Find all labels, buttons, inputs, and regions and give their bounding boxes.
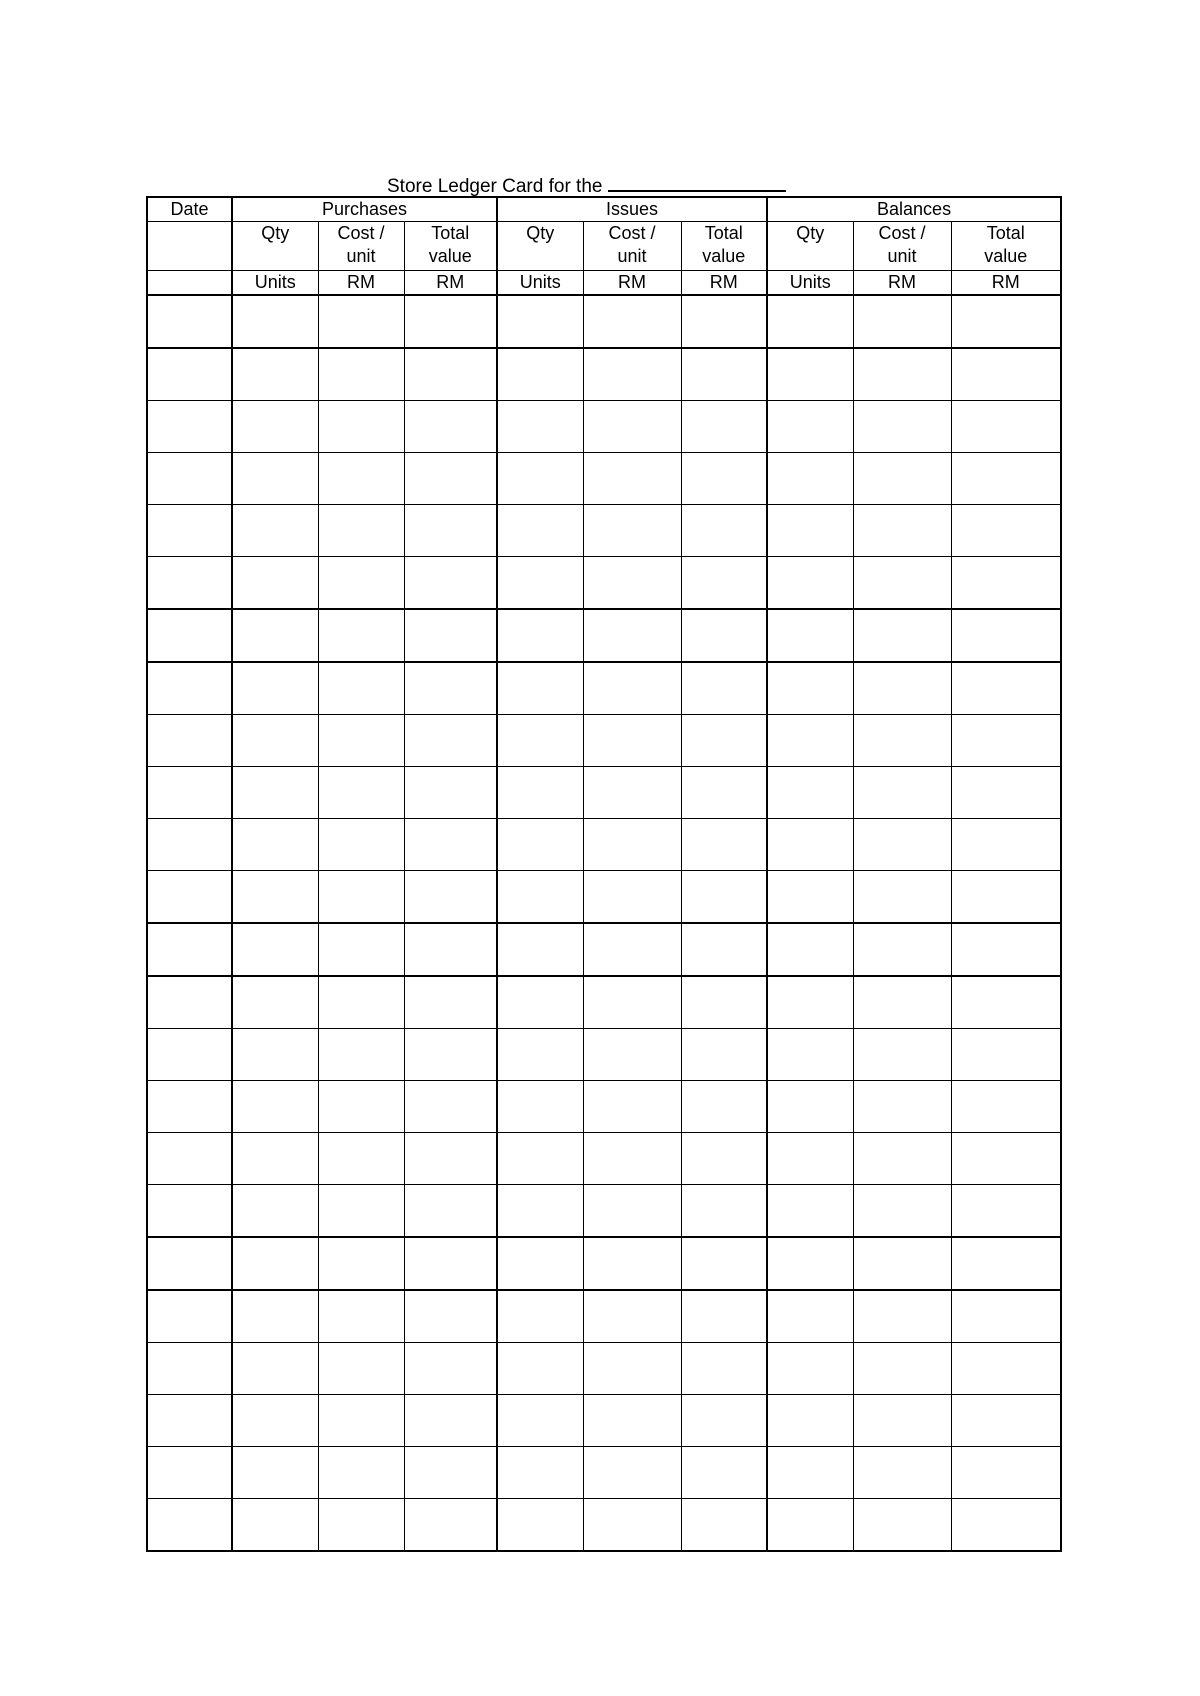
- issues-cost-unit-cell[interactable]: [583, 715, 681, 767]
- issues-cost-unit-cell[interactable]: [583, 1133, 681, 1185]
- issues-qty-cell[interactable]: [497, 401, 583, 453]
- date-cell[interactable]: [147, 1499, 232, 1552]
- table-row: [147, 1133, 1061, 1185]
- balances-qty-cell[interactable]: [767, 767, 853, 819]
- issues-qty-cell[interactable]: [497, 1133, 583, 1185]
- table-row: [147, 348, 1061, 401]
- date-cell[interactable]: [147, 505, 232, 557]
- date-cell[interactable]: [147, 871, 232, 924]
- issues-qty-cell[interactable]: [497, 1447, 583, 1499]
- purchases-total-value-cell[interactable]: [404, 1447, 497, 1499]
- purchases-total-value-cell[interactable]: [404, 767, 497, 819]
- balances-total-value-cell[interactable]: [951, 1499, 1061, 1552]
- issues-qty-unit: Units: [497, 271, 583, 296]
- purchases-qty-cell[interactable]: [232, 1185, 318, 1238]
- purchases-cost-unit-cell[interactable]: [318, 1081, 404, 1133]
- issues-total-value-cell[interactable]: [681, 871, 767, 924]
- table-row: [147, 976, 1061, 1029]
- purchases-total-value-cell[interactable]: [404, 557, 497, 610]
- purchases-total-value-cell[interactable]: [404, 1290, 497, 1343]
- table-row: [147, 662, 1061, 715]
- table-row: [147, 1395, 1061, 1447]
- purchases-cost-unit-cell[interactable]: [318, 871, 404, 924]
- table-row: [147, 1343, 1061, 1395]
- balances-total-value-cell[interactable]: [951, 609, 1061, 662]
- balances-total-value-cell[interactable]: [951, 1133, 1061, 1185]
- balances-qty-cell[interactable]: [767, 1499, 853, 1552]
- balances-total-value-cell[interactable]: [951, 819, 1061, 871]
- balances-cost-unit-header: Cost / unit: [853, 222, 951, 271]
- balances-qty-cell[interactable]: [767, 871, 853, 924]
- balances-qty-header: Qty: [767, 222, 853, 271]
- purchases-total-value-cell[interactable]: [404, 609, 497, 662]
- balances-cost-unit-cell[interactable]: [853, 1395, 951, 1447]
- date-cell[interactable]: [147, 1185, 232, 1238]
- balances-qty-cell[interactable]: [767, 1081, 853, 1133]
- balances-cost-unit-cell[interactable]: [853, 1343, 951, 1395]
- issues-total-value-cell[interactable]: [681, 505, 767, 557]
- issues-header: Issues: [497, 197, 767, 222]
- table-row: [147, 401, 1061, 453]
- balances-qty-cell[interactable]: [767, 609, 853, 662]
- issues-cost-unit-cell[interactable]: [583, 348, 681, 401]
- issues-cost-unit-cell[interactable]: [583, 871, 681, 924]
- issues-cost-unit-cell[interactable]: [583, 1029, 681, 1081]
- balances-cost-unit: RM: [853, 271, 951, 296]
- balances-qty-cell[interactable]: [767, 1290, 853, 1343]
- balances-cost-unit-cell[interactable]: [853, 401, 951, 453]
- purchases-qty-cell[interactable]: [232, 1029, 318, 1081]
- issues-cost-unit-cell[interactable]: [583, 819, 681, 871]
- issues-cost-unit-cell[interactable]: [583, 767, 681, 819]
- table-row: [147, 1290, 1061, 1343]
- issues-total-value-cell[interactable]: [681, 1081, 767, 1133]
- balances-cost-unit-cell[interactable]: [853, 923, 951, 976]
- title-blank-line[interactable]: [608, 172, 786, 192]
- issues-cost-unit-cell[interactable]: [583, 1081, 681, 1133]
- table-row: [147, 505, 1061, 557]
- balances-total-value-cell[interactable]: [951, 662, 1061, 715]
- balances-qty-cell[interactable]: [767, 662, 853, 715]
- purchases-qty-cell[interactable]: [232, 505, 318, 557]
- balances-cost-unit-cell[interactable]: [853, 767, 951, 819]
- date-cell[interactable]: [147, 401, 232, 453]
- balances-cost-unit-cell[interactable]: [853, 976, 951, 1029]
- purchases-total-value-cell[interactable]: [404, 505, 497, 557]
- issues-total-value-cell[interactable]: [681, 1185, 767, 1238]
- purchases-total-value-cell[interactable]: [404, 819, 497, 871]
- balances-total-value-cell[interactable]: [951, 1395, 1061, 1447]
- table-row: [147, 1499, 1061, 1552]
- balances-total-value-cell[interactable]: [951, 453, 1061, 505]
- issues-qty-cell[interactable]: [497, 1029, 583, 1081]
- balances-cost-unit-cell[interactable]: [853, 662, 951, 715]
- issues-total-value-cell[interactable]: [681, 819, 767, 871]
- ledger-body: [147, 295, 1061, 1551]
- purchases-total-value-cell[interactable]: [404, 1133, 497, 1185]
- balances-qty-cell[interactable]: [767, 923, 853, 976]
- purchases-qty-cell[interactable]: [232, 1395, 318, 1447]
- issues-qty-cell[interactable]: [497, 1343, 583, 1395]
- balances-qty-cell[interactable]: [767, 1237, 853, 1290]
- balances-cost-unit-cell[interactable]: [853, 1290, 951, 1343]
- issues-total-value-cell[interactable]: [681, 1395, 767, 1447]
- issues-qty-cell[interactable]: [497, 662, 583, 715]
- balances-cost-unit-cell[interactable]: [853, 557, 951, 610]
- purchases-cost-unit-cell[interactable]: [318, 923, 404, 976]
- balances-cost-unit-cell[interactable]: [853, 1185, 951, 1238]
- issues-total-value-cell[interactable]: [681, 767, 767, 819]
- balances-qty-cell[interactable]: [767, 1185, 853, 1238]
- purchases-qty-cell[interactable]: [232, 923, 318, 976]
- purchases-qty-cell[interactable]: [232, 1290, 318, 1343]
- purchases-cost-unit-cell[interactable]: [318, 453, 404, 505]
- balances-total-value-cell[interactable]: [951, 1447, 1061, 1499]
- issues-qty-cell[interactable]: [497, 976, 583, 1029]
- balances-cost-unit-cell[interactable]: [853, 871, 951, 924]
- purchases-qty-cell[interactable]: [232, 1447, 318, 1499]
- purchases-qty-cell[interactable]: [232, 453, 318, 505]
- issues-cost-unit-cell[interactable]: [583, 1185, 681, 1238]
- balances-cost-unit-cell[interactable]: [853, 1237, 951, 1290]
- issues-cost-unit-cell[interactable]: [583, 295, 681, 348]
- issues-cost-unit-cell[interactable]: [583, 1395, 681, 1447]
- purchases-total-value-header: Total value: [404, 222, 497, 271]
- balances-cost-unit-cell[interactable]: [853, 819, 951, 871]
- table-row: [147, 557, 1061, 610]
- issues-total-value-cell[interactable]: [681, 401, 767, 453]
- purchases-qty-cell[interactable]: [232, 1343, 318, 1395]
- balances-cost-unit-cell[interactable]: [853, 715, 951, 767]
- purchases-cost-unit-cell[interactable]: [318, 295, 404, 348]
- issues-qty-cell[interactable]: [497, 1290, 583, 1343]
- table-row: [147, 1447, 1061, 1499]
- balances-cost-unit-cell[interactable]: [853, 1133, 951, 1185]
- issues-qty-cell[interactable]: [497, 819, 583, 871]
- purchases-qty-cell[interactable]: [232, 662, 318, 715]
- issues-qty-header: Qty: [497, 222, 583, 271]
- balances-qty-cell[interactable]: [767, 401, 853, 453]
- balances-qty-cell[interactable]: [767, 715, 853, 767]
- purchases-qty-cell[interactable]: [232, 767, 318, 819]
- balances-cost-unit-cell[interactable]: [853, 1029, 951, 1081]
- table-row: [147, 1029, 1061, 1081]
- balances-cost-unit-cell[interactable]: [853, 1081, 951, 1133]
- issues-total-value-cell[interactable]: [681, 1237, 767, 1290]
- issues-cost-unit-cell[interactable]: [583, 976, 681, 1029]
- issues-cost-unit-cell[interactable]: [583, 557, 681, 610]
- date-cell[interactable]: [147, 1133, 232, 1185]
- date-cell[interactable]: [147, 715, 232, 767]
- balances-cost-unit-cell[interactable]: [853, 609, 951, 662]
- purchases-qty-cell[interactable]: [232, 976, 318, 1029]
- balances-total-value-cell[interactable]: [951, 1185, 1061, 1238]
- purchases-cost-unit-cell[interactable]: [318, 1185, 404, 1238]
- balances-total-value-cell[interactable]: [951, 923, 1061, 976]
- balances-qty-cell[interactable]: [767, 1133, 853, 1185]
- balances-cost-unit-cell[interactable]: [853, 505, 951, 557]
- table-row: [147, 1081, 1061, 1133]
- balances-cost-unit-cell[interactable]: [853, 348, 951, 401]
- issues-qty-cell[interactable]: [497, 453, 583, 505]
- balances-qty-cell[interactable]: [767, 1029, 853, 1081]
- purchases-cost-unit-cell[interactable]: [318, 976, 404, 1029]
- issues-total-value-cell[interactable]: [681, 662, 767, 715]
- date-header: Date: [147, 197, 232, 222]
- date-cell[interactable]: [147, 1029, 232, 1081]
- date-subheader-empty: [147, 222, 232, 271]
- purchases-qty-header: Qty: [232, 222, 318, 271]
- purchases-cost-unit-cell[interactable]: [318, 819, 404, 871]
- purchases-cost-unit-cell[interactable]: [318, 557, 404, 610]
- issues-qty-cell[interactable]: [497, 1237, 583, 1290]
- purchases-cost-unit-cell[interactable]: [318, 1395, 404, 1447]
- purchases-total-value-cell[interactable]: [404, 662, 497, 715]
- date-cell[interactable]: [147, 1447, 232, 1499]
- issues-cost-unit: RM: [583, 271, 681, 296]
- table-row: [147, 295, 1061, 348]
- issues-cost-unit-cell[interactable]: [583, 1343, 681, 1395]
- issues-qty-cell[interactable]: [497, 1081, 583, 1133]
- balances-qty-cell[interactable]: [767, 1343, 853, 1395]
- issues-qty-cell[interactable]: [497, 1395, 583, 1447]
- issues-qty-cell[interactable]: [497, 505, 583, 557]
- purchases-qty-cell[interactable]: [232, 401, 318, 453]
- issues-qty-cell[interactable]: [497, 767, 583, 819]
- issues-cost-unit-cell[interactable]: [583, 609, 681, 662]
- balances-cost-unit-cell[interactable]: [853, 1499, 951, 1552]
- issues-total-value-cell[interactable]: [681, 557, 767, 610]
- purchases-cost-unit-cell[interactable]: [318, 767, 404, 819]
- issues-qty-cell[interactable]: [497, 1185, 583, 1238]
- purchases-total-value-cell[interactable]: [404, 1081, 497, 1133]
- date-cell[interactable]: [147, 295, 232, 348]
- issues-cost-unit-cell[interactable]: [583, 1499, 681, 1552]
- balances-total-value-cell[interactable]: [951, 348, 1061, 401]
- issues-cost-unit-cell[interactable]: [583, 1447, 681, 1499]
- issues-total-value-cell[interactable]: [681, 1290, 767, 1343]
- purchases-qty-cell[interactable]: [232, 1081, 318, 1133]
- purchases-cost-unit-cell[interactable]: [318, 715, 404, 767]
- balances-qty-cell[interactable]: [767, 1447, 853, 1499]
- issues-cost-unit-header: Cost / unit: [583, 222, 681, 271]
- issues-cost-unit-cell[interactable]: [583, 401, 681, 453]
- balances-total-value-cell[interactable]: [951, 1237, 1061, 1290]
- purchases-cost-unit-cell[interactable]: [318, 1447, 404, 1499]
- issues-total-value-cell[interactable]: [681, 976, 767, 1029]
- issues-total-value-cell[interactable]: [681, 609, 767, 662]
- date-cell[interactable]: [147, 1290, 232, 1343]
- purchases-qty-cell[interactable]: [232, 557, 318, 610]
- balances-qty-cell[interactable]: [767, 295, 853, 348]
- purchases-total-value-cell[interactable]: [404, 1237, 497, 1290]
- balances-cost-unit-cell[interactable]: [853, 1447, 951, 1499]
- balances-total-value-cell[interactable]: [951, 1081, 1061, 1133]
- purchases-cost-unit-header: Cost / unit: [318, 222, 404, 271]
- purchases-total-value-cell[interactable]: [404, 1395, 497, 1447]
- page-title: Store Ledger Card for the: [387, 172, 786, 198]
- date-cell[interactable]: [147, 767, 232, 819]
- issues-total-value-cell[interactable]: [681, 1343, 767, 1395]
- purchases-total-value-cell[interactable]: [404, 923, 497, 976]
- balances-total-value-cell[interactable]: [951, 557, 1061, 610]
- date-cell[interactable]: [147, 609, 232, 662]
- purchases-cost-unit-cell[interactable]: [318, 1290, 404, 1343]
- store-ledger-table: [146, 196, 1062, 1552]
- purchases-qty-cell[interactable]: [232, 609, 318, 662]
- purchases-total-value-cell[interactable]: [404, 453, 497, 505]
- issues-total-unit: RM: [681, 271, 767, 296]
- purchases-total-value-cell[interactable]: [404, 1343, 497, 1395]
- balances-qty-cell[interactable]: [767, 1395, 853, 1447]
- purchases-qty-cell[interactable]: [232, 819, 318, 871]
- balances-cost-unit-cell[interactable]: [853, 295, 951, 348]
- balances-total-value-cell[interactable]: [951, 767, 1061, 819]
- balances-qty-cell[interactable]: [767, 819, 853, 871]
- issues-qty-cell[interactable]: [497, 715, 583, 767]
- issues-total-value-cell[interactable]: [681, 1029, 767, 1081]
- issues-cost-unit-cell[interactable]: [583, 1290, 681, 1343]
- date-cell[interactable]: [147, 1081, 232, 1133]
- date-cell[interactable]: [147, 819, 232, 871]
- issues-cost-unit-cell[interactable]: [583, 505, 681, 557]
- issues-qty-cell[interactable]: [497, 871, 583, 924]
- purchases-total-value-cell[interactable]: [404, 1029, 497, 1081]
- table-row: [147, 871, 1061, 924]
- purchases-qty-cell[interactable]: [232, 1133, 318, 1185]
- issues-total-value-cell[interactable]: [681, 1499, 767, 1552]
- purchases-cost-unit-cell[interactable]: [318, 348, 404, 401]
- purchases-cost-unit-cell[interactable]: [318, 401, 404, 453]
- date-cell[interactable]: [147, 1343, 232, 1395]
- purchases-cost-unit-cell[interactable]: [318, 1133, 404, 1185]
- table-row: [147, 453, 1061, 505]
- purchases-total-unit: RM: [404, 271, 497, 296]
- purchases-header: Purchases: [232, 197, 497, 222]
- issues-qty-cell[interactable]: [497, 923, 583, 976]
- issues-cost-unit-cell[interactable]: [583, 923, 681, 976]
- purchases-qty-cell[interactable]: [232, 715, 318, 767]
- purchases-cost-unit: RM: [318, 271, 404, 296]
- issues-total-value-header: Total value: [681, 222, 767, 271]
- balances-qty-cell[interactable]: [767, 348, 853, 401]
- issues-qty-cell[interactable]: [497, 557, 583, 610]
- table-row: [147, 923, 1061, 976]
- issues-cost-unit-cell[interactable]: [583, 662, 681, 715]
- purchases-total-value-cell[interactable]: [404, 715, 497, 767]
- purchases-total-value-cell[interactable]: [404, 1185, 497, 1238]
- issues-cost-unit-cell[interactable]: [583, 453, 681, 505]
- issues-total-value-cell[interactable]: [681, 1447, 767, 1499]
- purchases-total-value-cell[interactable]: [404, 1499, 497, 1552]
- balances-qty-unit: Units: [767, 271, 853, 296]
- balances-total-value-cell[interactable]: [951, 401, 1061, 453]
- date-cell[interactable]: [147, 453, 232, 505]
- purchases-cost-unit-cell[interactable]: [318, 609, 404, 662]
- table-row: [147, 609, 1061, 662]
- purchases-cost-unit-cell[interactable]: [318, 1237, 404, 1290]
- balances-qty-cell[interactable]: [767, 557, 853, 610]
- purchases-qty-cell[interactable]: [232, 871, 318, 924]
- balances-total-value-header: Total value: [951, 222, 1061, 271]
- table-row: [147, 767, 1061, 819]
- balances-total-value-cell[interactable]: [951, 871, 1061, 924]
- balances-header: Balances: [767, 197, 1061, 222]
- issues-qty-cell[interactable]: [497, 295, 583, 348]
- issues-qty-cell[interactable]: [497, 1499, 583, 1552]
- issues-cost-unit-cell[interactable]: [583, 1237, 681, 1290]
- date-cell[interactable]: [147, 976, 232, 1029]
- purchases-total-value-cell[interactable]: [404, 871, 497, 924]
- purchases-total-value-cell[interactable]: [404, 401, 497, 453]
- balances-total-value-cell[interactable]: [951, 1290, 1061, 1343]
- balances-qty-cell[interactable]: [767, 505, 853, 557]
- balances-qty-cell[interactable]: [767, 453, 853, 505]
- purchases-total-value-cell[interactable]: [404, 295, 497, 348]
- purchases-cost-unit-cell[interactable]: [318, 1029, 404, 1081]
- balances-total-value-cell[interactable]: [951, 1343, 1061, 1395]
- table-row: [147, 715, 1061, 767]
- purchases-qty-cell[interactable]: [232, 348, 318, 401]
- date-unit-empty: [147, 271, 232, 296]
- date-cell[interactable]: [147, 662, 232, 715]
- balances-total-unit: RM: [951, 271, 1061, 296]
- balances-total-value-cell[interactable]: [951, 505, 1061, 557]
- balances-total-value-cell[interactable]: [951, 295, 1061, 348]
- purchases-cost-unit-cell[interactable]: [318, 505, 404, 557]
- issues-total-value-cell[interactable]: [681, 453, 767, 505]
- issues-total-value-cell[interactable]: [681, 923, 767, 976]
- issues-total-value-cell[interactable]: [681, 295, 767, 348]
- date-cell[interactable]: [147, 1237, 232, 1290]
- issues-total-value-cell[interactable]: [681, 715, 767, 767]
- purchases-total-value-cell[interactable]: [404, 976, 497, 1029]
- purchases-qty-cell[interactable]: [232, 1499, 318, 1552]
- purchases-qty-cell[interactable]: [232, 295, 318, 348]
- issues-total-value-cell[interactable]: [681, 1133, 767, 1185]
- purchases-cost-unit-cell[interactable]: [318, 1343, 404, 1395]
- date-cell[interactable]: [147, 557, 232, 610]
- balances-total-value-cell[interactable]: [951, 715, 1061, 767]
- purchases-cost-unit-cell[interactable]: [318, 662, 404, 715]
- issues-qty-cell[interactable]: [497, 348, 583, 401]
- purchases-total-value-cell[interactable]: [404, 348, 497, 401]
- date-cell[interactable]: [147, 348, 232, 401]
- table-row: [147, 1237, 1061, 1290]
- balances-qty-cell[interactable]: [767, 976, 853, 1029]
- purchases-qty-unit: Units: [232, 271, 318, 296]
- issues-qty-cell[interactable]: [497, 609, 583, 662]
- balances-cost-unit-cell[interactable]: [853, 453, 951, 505]
- purchases-qty-cell[interactable]: [232, 1237, 318, 1290]
- table-row: [147, 819, 1061, 871]
- date-cell[interactable]: [147, 1395, 232, 1447]
- balances-total-value-cell[interactable]: [951, 976, 1061, 1029]
- balances-total-value-cell[interactable]: [951, 1029, 1061, 1081]
- purchases-cost-unit-cell[interactable]: [318, 1499, 404, 1552]
- table-row: [147, 1185, 1061, 1238]
- issues-total-value-cell[interactable]: [681, 348, 767, 401]
- date-cell[interactable]: [147, 923, 232, 976]
